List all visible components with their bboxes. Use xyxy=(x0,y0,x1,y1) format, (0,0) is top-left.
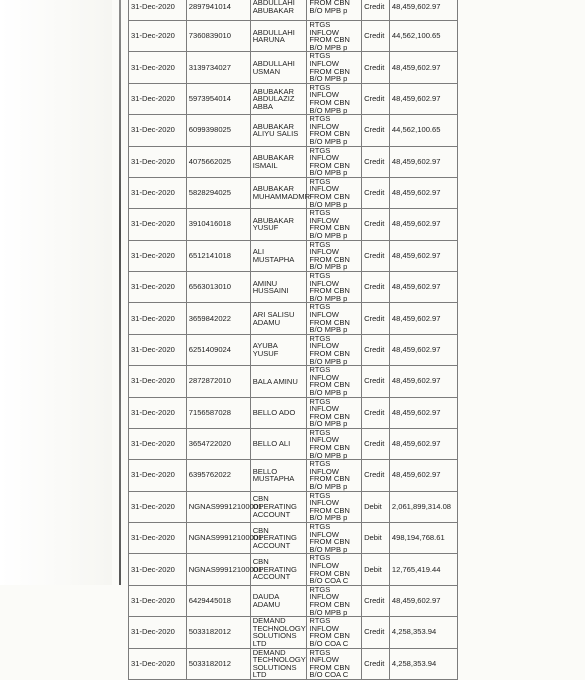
table-row xyxy=(129,52,458,83)
transaction-type-cell: Credit xyxy=(362,0,390,21)
account-number-cell: 3659842022 xyxy=(186,303,250,334)
account-name-cell: ARI SALISU ADAMU xyxy=(250,303,307,334)
table-row xyxy=(129,0,458,21)
transaction-type-cell: Credit xyxy=(362,460,390,491)
transaction-type-cell: Credit xyxy=(362,21,390,52)
narration-cell: RTGS INFLOW FROM CBN B/O COA C xyxy=(307,554,362,585)
narration-cell: RTGS INFLOW FROM CBN B/O MPB p xyxy=(307,585,362,616)
transaction-type-cell: Debit xyxy=(362,554,390,585)
transaction-date-cell: 31-Dec-2020 xyxy=(129,523,187,554)
narration-cell: RTGS INFLOW FROM CBN B/O MPB p xyxy=(307,83,362,114)
transaction-date-cell: 31-Dec-2020 xyxy=(129,83,187,114)
transaction-date-cell: 31-Dec-2020 xyxy=(129,272,187,303)
transaction-type-cell: Credit xyxy=(362,209,390,240)
narration-cell: RTGS INFLOW FROM CBN B/O COA C xyxy=(307,648,362,679)
amount-cell: 48,459,602.97 xyxy=(389,366,457,397)
narration-cell: RTGS INFLOW FROM CBN B/O MPB p xyxy=(307,240,362,271)
table-row xyxy=(129,334,458,365)
statement-page xyxy=(128,0,585,680)
transaction-date-cell: 31-Dec-2020 xyxy=(129,460,187,491)
transaction-date-cell: 31-Dec-2020 xyxy=(129,648,187,679)
amount-cell: 48,459,602.97 xyxy=(389,240,457,271)
transaction-type-cell: Credit xyxy=(362,648,390,679)
transaction-date-cell: 31-Dec-2020 xyxy=(129,491,187,522)
account-number-cell: 6563013010 xyxy=(186,272,250,303)
account-name-cell: ABUBAKAR ISMAIL xyxy=(250,146,307,177)
narration-cell: RTGS INFLOW FROM CBN B/O MPB p xyxy=(307,209,362,240)
amount-cell: 48,459,602.97 xyxy=(389,272,457,303)
narration-cell: RTGS INFLOW FROM CBN B/O MPB p xyxy=(307,21,362,52)
account-number-cell: NGNAS99912100001 xyxy=(186,491,250,522)
narration-cell: RTGS INFLOW FROM CBN B/O MPB p xyxy=(307,115,362,146)
account-number-cell: 4075662025 xyxy=(186,146,250,177)
amount-cell: 48,459,602.97 xyxy=(389,146,457,177)
table-row xyxy=(129,397,458,428)
narration-cell: RTGS INFLOW FROM CBN B/O MPB p xyxy=(307,146,362,177)
transaction-type-cell: Credit xyxy=(362,177,390,208)
transaction-type-cell: Credit xyxy=(362,334,390,365)
amount-cell: 44,562,100.65 xyxy=(389,21,457,52)
amount-cell: 48,459,602.97 xyxy=(389,460,457,491)
account-number-cell: 5828294025 xyxy=(186,177,250,208)
transaction-type-cell: Credit xyxy=(362,366,390,397)
table-row xyxy=(129,83,458,114)
account-name-cell: AYUBA YUSUF xyxy=(250,334,307,365)
narration-cell: RTGS INFLOW FROM CBN B/O MPB p xyxy=(307,491,362,522)
transactions-table xyxy=(128,0,458,680)
table-row xyxy=(129,523,458,554)
transaction-date-cell: 31-Dec-2020 xyxy=(129,177,187,208)
table-row xyxy=(129,303,458,334)
account-name-cell: ABDULLAHI ABUBAKAR xyxy=(250,0,307,21)
amount-cell: 498,194,768.61 xyxy=(389,523,457,554)
narration-cell: RTGS INFLOW FROM CBN B/O MPB p xyxy=(307,366,362,397)
transaction-type-cell: Credit xyxy=(362,428,390,459)
account-number-cell: 7360839010 xyxy=(186,21,250,52)
transaction-type-cell: Credit xyxy=(362,115,390,146)
table-row xyxy=(129,648,458,679)
transaction-date-cell: 31-Dec-2020 xyxy=(129,52,187,83)
account-name-cell: AMINU HUSSAINI xyxy=(250,272,307,303)
account-name-cell: CBN OPERATING ACCOUNT xyxy=(250,554,307,585)
transaction-type-cell: Credit xyxy=(362,272,390,303)
narration-cell: RTGS INFLOW FROM CBN B/O MPB p xyxy=(307,303,362,334)
transaction-type-cell: Credit xyxy=(362,83,390,114)
amount-cell: 48,459,602.97 xyxy=(389,397,457,428)
transaction-type-cell: Debit xyxy=(362,491,390,522)
transaction-date-cell: 31-Dec-2020 xyxy=(129,303,187,334)
account-number-cell: 6395762022 xyxy=(186,460,250,491)
account-name-cell: DEMAND TECHNOLOGY SOLUTIONS LTD xyxy=(250,648,307,679)
account-name-cell: BALA AMINU xyxy=(250,366,307,397)
account-name-cell: DAUDA ADAMU xyxy=(250,585,307,616)
account-name-cell: ABUBAKAR ALIYU SALIS xyxy=(250,115,307,146)
table-row xyxy=(129,554,458,585)
account-number-cell: 3654722020 xyxy=(186,428,250,459)
table-row xyxy=(129,272,458,303)
table-row xyxy=(129,115,458,146)
narration-cell: RTGS INFLOW FROM CBN B/O MPB p xyxy=(307,460,362,491)
transaction-type-cell: Credit xyxy=(362,397,390,428)
table-row xyxy=(129,21,458,52)
amount-cell: 48,459,602.97 xyxy=(389,303,457,334)
transaction-type-cell: Credit xyxy=(362,146,390,177)
narration-cell: RTGS INFLOW FROM CBN B/O MPB p xyxy=(307,52,362,83)
table-row xyxy=(129,585,458,616)
account-name-cell: DEMAND TECHNOLOGY SOLUTIONS LTD xyxy=(250,617,307,648)
amount-cell: 48,459,602.97 xyxy=(389,177,457,208)
account-name-cell: CBN OPERATING ACCOUNT xyxy=(250,523,307,554)
account-name-cell: ALI MUSTAPHA xyxy=(250,240,307,271)
table-row xyxy=(129,209,458,240)
amount-cell: 2,061,899,314.08 xyxy=(389,491,457,522)
account-number-cell: 6251409024 xyxy=(186,334,250,365)
account-number-cell: 5033182012 xyxy=(186,648,250,679)
account-number-cell: NGNAS99912100001 xyxy=(186,523,250,554)
account-name-cell: BELLO ALI xyxy=(250,428,307,459)
table-row xyxy=(129,146,458,177)
narration-cell: RTGS INFLOW FROM CBN B/O COA C xyxy=(307,617,362,648)
transaction-type-cell: Credit xyxy=(362,303,390,334)
transaction-type-cell: Credit xyxy=(362,617,390,648)
amount-cell: 48,459,602.97 xyxy=(389,0,457,21)
amount-cell: 48,459,602.97 xyxy=(389,83,457,114)
transaction-date-cell: 31-Dec-2020 xyxy=(129,397,187,428)
amount-cell: 48,459,602.97 xyxy=(389,334,457,365)
account-name-cell: ABDULLAHI HARUNA xyxy=(250,21,307,52)
narration-cell: RTGS INFLOW FROM CBN B/O MPB p xyxy=(307,428,362,459)
transaction-type-cell: Credit xyxy=(362,240,390,271)
account-number-cell: 3910416018 xyxy=(186,209,250,240)
transaction-date-cell: 31-Dec-2020 xyxy=(129,0,187,21)
account-number-cell: 2897941014 xyxy=(186,0,250,21)
transaction-date-cell: 31-Dec-2020 xyxy=(129,21,187,52)
amount-cell: 48,459,602.97 xyxy=(389,585,457,616)
amount-cell: 48,459,602.97 xyxy=(389,209,457,240)
account-number-cell: 2872872010 xyxy=(186,366,250,397)
account-number-cell: 7156587028 xyxy=(186,397,250,428)
account-name-cell: ABUBAKAR ABDULAZIZ ABBA xyxy=(250,83,307,114)
narration-cell: RTGS INFLOW FROM CBN B/O MPB p xyxy=(307,523,362,554)
narration-cell: RTGS INFLOW FROM CBN B/O MPB p xyxy=(307,397,362,428)
scan-margin xyxy=(0,0,112,585)
account-number-cell: 5973954014 xyxy=(186,83,250,114)
transactions-body xyxy=(129,0,458,679)
account-number-cell: 6429445018 xyxy=(186,585,250,616)
account-name-cell: ABDULLAHI USMAN xyxy=(250,52,307,83)
account-name-cell: CBN OPERATING ACCOUNT xyxy=(250,491,307,522)
account-name-cell: ABUBAKAR YUSUF xyxy=(250,209,307,240)
transaction-date-cell: 31-Dec-2020 xyxy=(129,115,187,146)
table-row xyxy=(129,428,458,459)
table-row xyxy=(129,617,458,648)
transaction-date-cell: 31-Dec-2020 xyxy=(129,209,187,240)
transaction-date-cell: 31-Dec-2020 xyxy=(129,334,187,365)
account-number-cell: 6512141018 xyxy=(186,240,250,271)
table-row xyxy=(129,491,458,522)
narration-cell: RTGS INFLOW FROM CBN B/O MPB p xyxy=(307,272,362,303)
table-row xyxy=(129,177,458,208)
account-number-cell: 3139734027 xyxy=(186,52,250,83)
transaction-date-cell: 31-Dec-2020 xyxy=(129,146,187,177)
table-row xyxy=(129,460,458,491)
amount-cell: 12,765,419.44 xyxy=(389,554,457,585)
account-name-cell: ABUBAKAR MUHAMMADMR xyxy=(250,177,307,208)
amount-cell: 4,258,353.94 xyxy=(389,648,457,679)
account-number-cell: NGNAS99912100001 xyxy=(186,554,250,585)
amount-cell: 48,459,602.97 xyxy=(389,428,457,459)
narration-cell: FROM CBN B/O MPB p xyxy=(307,0,362,21)
transaction-date-cell: 31-Dec-2020 xyxy=(129,240,187,271)
transaction-date-cell: 31-Dec-2020 xyxy=(129,585,187,616)
transaction-date-cell: 31-Dec-2020 xyxy=(129,617,187,648)
binding-edge xyxy=(119,0,121,585)
table-row xyxy=(129,366,458,397)
amount-cell: 44,562,100.65 xyxy=(389,115,457,146)
transaction-date-cell: 31-Dec-2020 xyxy=(129,428,187,459)
account-number-cell: 5033182012 xyxy=(186,617,250,648)
amount-cell: 48,459,602.97 xyxy=(389,52,457,83)
account-number-cell: 6099398025 xyxy=(186,115,250,146)
narration-cell: RTGS INFLOW FROM CBN B/O MPB p xyxy=(307,177,362,208)
narration-cell: RTGS INFLOW FROM CBN B/O MPB p xyxy=(307,334,362,365)
account-name-cell: BELLO MUSTAPHA xyxy=(250,460,307,491)
transaction-type-cell: Credit xyxy=(362,585,390,616)
transaction-type-cell: Credit xyxy=(362,52,390,83)
transaction-type-cell: Debit xyxy=(362,523,390,554)
account-name-cell: BELLO ADO xyxy=(250,397,307,428)
table-row xyxy=(129,240,458,271)
transaction-date-cell: 31-Dec-2020 xyxy=(129,366,187,397)
transaction-date-cell: 31-Dec-2020 xyxy=(129,554,187,585)
amount-cell: 4,258,353.94 xyxy=(389,617,457,648)
